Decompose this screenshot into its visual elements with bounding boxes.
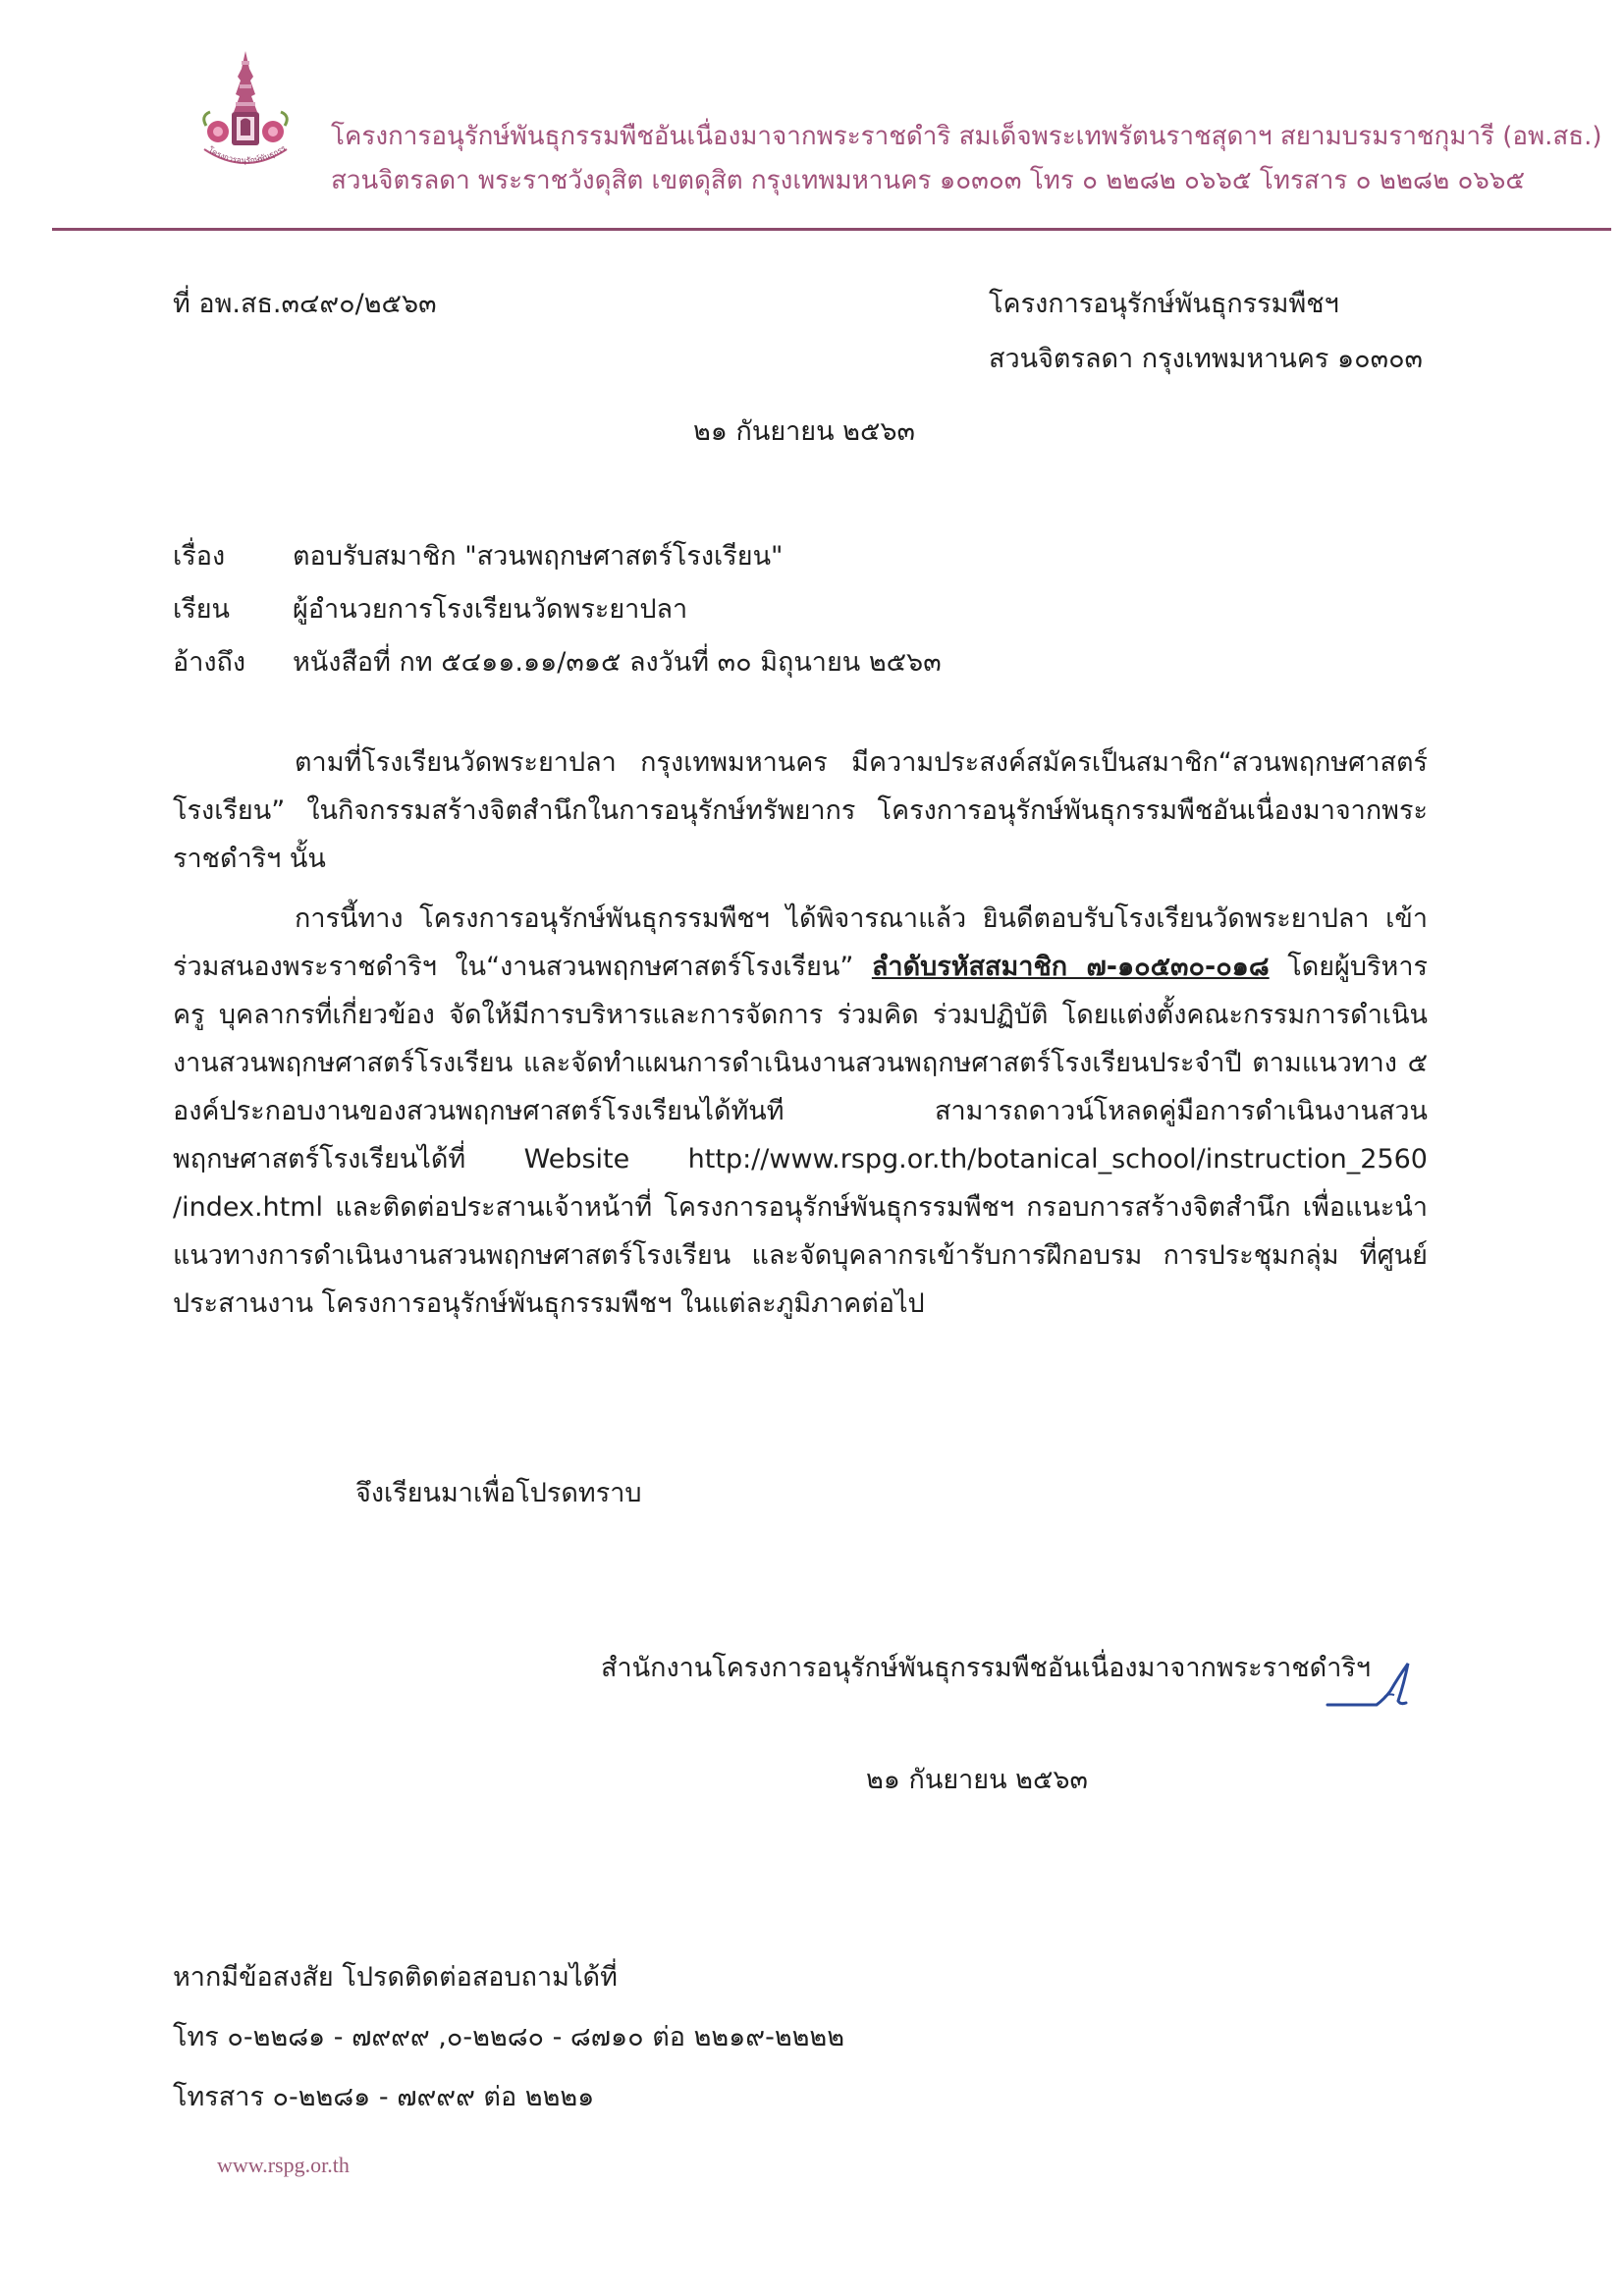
website-link[interactable]: www.rspg.or.th xyxy=(217,2153,350,2177)
letterhead-line-2: สวนจิตรลดา พระราชวังดุสิต เขตดุสิต กรุงเทพมหานคร ๑๐๓๐๓ โทร ๐ ๒๒๘๒ ๐๖๖๕ โทรสาร ๐ ๒๒๘๒ ๐๖๖๕ xyxy=(331,166,1526,195)
emblem-ribbon-text: โครงการอนุรักษ์พันธุกรร xyxy=(206,143,288,166)
letterhead-line-1: โครงการอนุรักษ์พันธุกรรมพืชอันเนื่องมาจากพระราชดำริ สมเด็จพระเทพรัตนราชสุดาฯ สยามบรมราชกุมารี (อพ.สธ.) xyxy=(331,122,1602,151)
paragraph-2-body: โดยผู้บริหาร ครู บุคลากรที่เกี่ยวข้อง จัดให้มีการบริหารและการจัดการ ร่วมคิด ร่วมปฏิบัติ โดยแต่งตั้งคณะกรรมการดำเนินงานสวนพฤกษศาสตร์โรงเรียน และจัดทำแผนการดำเนินงานสวนพฤกษศาสตร์โรงเรียนประจำปี ตามแนวทาง ๕ องค์ประกอบงานของสวนพฤกษศาสตร์โรงเรียนได้ทันที สามารถดาวน์โหลดคู่มือการดำเนินงานสวนพฤกษศาสตร์โรงเรียนได้ที่ Website http://www.rspg.or.th/botanical_school/instruction_2560 /index.html และติดต่อประสานเจ้าหน้าที่ โครงการอนุรักษ์พันธุกรรมพืชฯ กรอบการสร้างจิตสำนึก เพื่อแนะนำแนวทางการดำเนินงานสวนพฤกษศาสตร์โรงเรียน และจัดบุคลากรเข้ารับการฝึกอบรม การประชุมกลุ่ม ที่ศูนย์ประสานงาน โครงการอนุรักษ์พันธุกรรมพืชฯ ในแต่ละภูมิภาคต่อไป xyxy=(173,952,1428,1319)
reference-text: หนังสือที่ กท ๕๔๑๑.๑๑/๓๑๕ ลงวันที่ ๓๐ มิถุนายน ๒๕๖๓ xyxy=(293,647,942,678)
handwritten-signature xyxy=(1326,1648,1424,1717)
subject-label: เรื่อง xyxy=(173,541,226,572)
recipient-text: ผู้อำนวยการโรงเรียนวัดพระยาปลา xyxy=(293,594,688,625)
contact-fax: โทรสาร ๐-๒๒๘๑ - ๗๙๙๙ ต่อ ๒๒๒๑ xyxy=(173,2082,595,2112)
contact-intro: หากมีข้อสงสัย โปรดติดต่อสอบถามได้ที่ xyxy=(173,1962,618,1993)
body-paragraph-2 xyxy=(173,895,1428,1328)
letter-date: ๒๑ กันยายน ๒๕๖๓ xyxy=(693,416,915,447)
body-paragraph-1: ตามที่โรงเรียนวัดพระยาปลา กรุงเทพมหานคร มีความประสงค์สมัครเป็นสมาชิก“สวนพฤกษศาสตร์โรงเรียน” ในกิจกรรมสร้างจิตสำนึกในการอนุรักษ์ทรัพยากร โครงการอนุรักษ์พันธุกรรมพืชอันเนื่องมาจากพระราชดำริฯ นั้น xyxy=(173,747,1428,874)
rspg-emblem xyxy=(196,47,295,175)
subject-text: ตอบรับสมาชิก "สวนพฤกษศาสตร์โรงเรียน" xyxy=(293,541,784,572)
letterhead-divider xyxy=(52,228,1611,231)
signatory: สำนักงานโครงการอนุรักษ์พันธุกรรมพืชอันเนื่องมาจากพระราชดำริฯ xyxy=(601,1653,1372,1683)
reference-label: อ้างถึง xyxy=(173,647,246,678)
sender-name: โครงการอนุรักษ์พันธุกรรมพืชฯ xyxy=(989,289,1339,319)
closing-line: จึงเรียนมาเพื่อโปรดทราบ xyxy=(355,1478,642,1508)
contact-phone: โทร ๐-๒๒๘๑ - ๗๙๙๙ ,๐-๒๒๘๐ - ๘๗๑๐ ต่อ ๒๒๑๙-๒๒๒๒ xyxy=(173,2022,845,2052)
recipient-label: เรียน xyxy=(173,594,231,625)
sender-address: สวนจิตรลดา กรุงเทพมหานคร ๑๐๓๐๓ xyxy=(989,344,1424,374)
signature-date: ๒๑ กันยายน ๒๕๖๓ xyxy=(866,1765,1088,1795)
document-number: ที่ อพ.สธ.๓๔๙๐/๒๕๖๓ xyxy=(173,289,437,319)
paragraph-2-intro: การนี้ทาง โครงการอนุรักษ์พันธุกรรมพืชฯ ได้พิจารณาแล้ว ยินดีตอบรับโรงเรียนวัดพระยาปลา เข้าร่วมสนองพระราชดำริฯ ใน“งานสวนพฤกษศาสตร์โรงเรียน” xyxy=(173,903,1428,982)
member-code: ลำดับรหัสสมาชิก ๗-๑๐๕๓๐-๐๑๘ xyxy=(871,952,1270,982)
